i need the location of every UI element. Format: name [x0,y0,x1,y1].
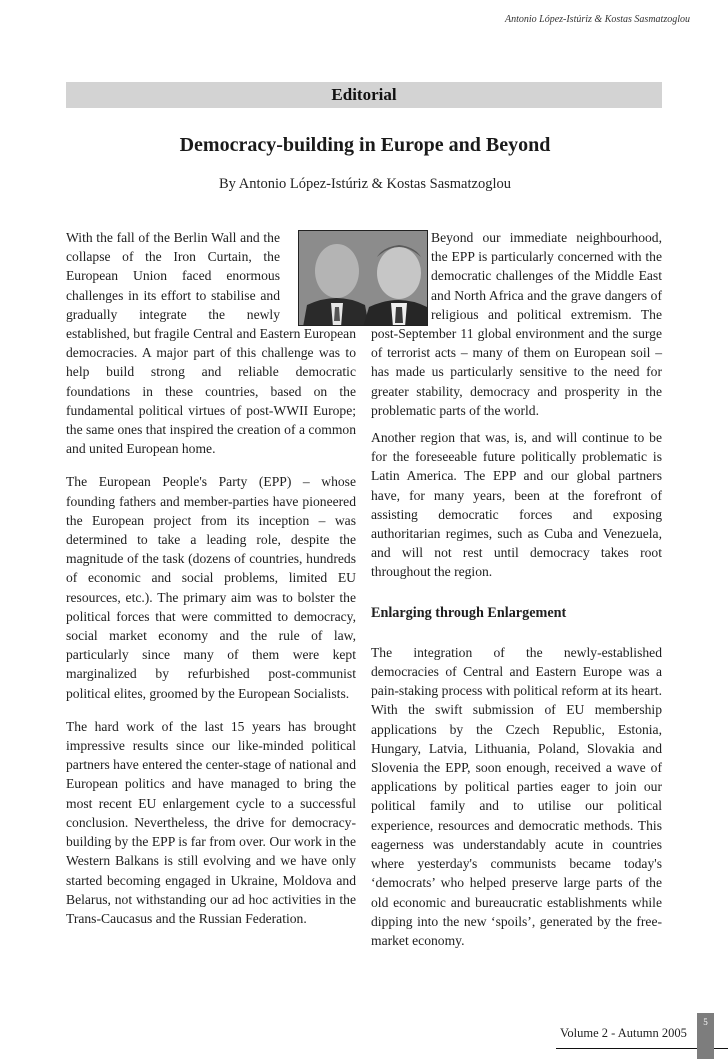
issue-label: Volume 2 - Autumn 2005 [560,1026,687,1040]
paragraph: Another region that was, is, and will continue to be for the foreseeable future politically problematic is Latin America. The EPP and our global partners have, for many years, been at the forefront of assisting democratic forces and exposing authoritarian regimes, such as Cuba and Venezuela, and will not rest until democracy takes root throughout the region. [371,430,662,580]
byline: By Antonio López-Istúriz & Kostas Sasmatzoglou [219,176,511,192]
photo-spacer [280,228,356,324]
section-label: Editorial [66,82,662,108]
subheading: Enlarging through Enlargement [371,604,567,621]
right-column [371,228,662,964]
paragraph: With the fall of the Berlin Wall and the collapse of the Iron Curtain, the European Union faced enormous challenges in its effort to stabilise and gradually integrate the newly established, but fragile Central and Eastern European democracies. A major part of this challenge was to help build strong and reliable democratic foundations in these countries, based on the fundamental political virtues of post-WWII Europe; the same ones that inspired the creation of a common and united European home. [66,230,356,457]
photo-spacer [371,228,431,324]
paragraph: The European People's Party (EPP) – whose founding fathers and member-parties have pioneered the European project from its inception – was determined to take a leading role, despite the magnitude of the task (dozens of countries, hundreds of economic and social problems, limited EU resources, etc.). The primary aim was to bolster the political forces that were committed to democracy, social market economy and the rule of law, particularly since many of them were kept marginalized by refurbished post-communist political elites, groomed by the European Socialists. [66,474,356,701]
article-title: Democracy-building in Europe and Beyond [179,134,551,156]
running-head: Antonio López-Istúriz & Kostas Sasmatzoglou [504,14,690,25]
left-column [66,228,356,942]
page-number: 5 [697,1013,714,1059]
paragraph: The integration of the newly-established democracies of Central and Eastern Europe was a pain-staking process with political reform at its heart. With the swift submission of EU membership applications by the Czech Republic, Estonia, Hungary, Latvia, Lithuania, Poland, Slovakia and Slovenia the EPP, soon enough, received a wave of applications by political parties eager to join our political family and to utilise our political experience, resources and democratic methods. This eagerness was understandably acute in countries where yesterday's communists became today's ‘democrats’ who helped preserve large parts of the old economic and bureaucratic establishments while dipping into the new ‘spoils’, generated by the free-market economy. [371,644,662,948]
paragraph: Beyond our immediate neighbourhood, the EPP is particularly concerned with the democratic challenges of the Middle East and North Africa and the grave dangers of religious and political extremism. The post-September 11 global environment and the surge of terrorist acts – many of them on European soil – has made us particularly sensitive to the need for greater stability, democracy and prosperity in the problematic parts of the world. [371,230,662,418]
paragraph: The hard work of the last 15 years has brought impressive results since our like-minded political partners have entered the center-stage of national and European politics and have managed to bring the most recent EU enlargement cycle to a successful conclusion. Nevertheless, the drive for democracy-building by the EPP is far from over. Our work in the Western Balkans is still evolving and we have only started becoming engaged in Ukraine, Moldova and Belarus, not withstanding our ad hoc activities in the Trans-Caucasus and the Russian Federation. [66,718,356,926]
